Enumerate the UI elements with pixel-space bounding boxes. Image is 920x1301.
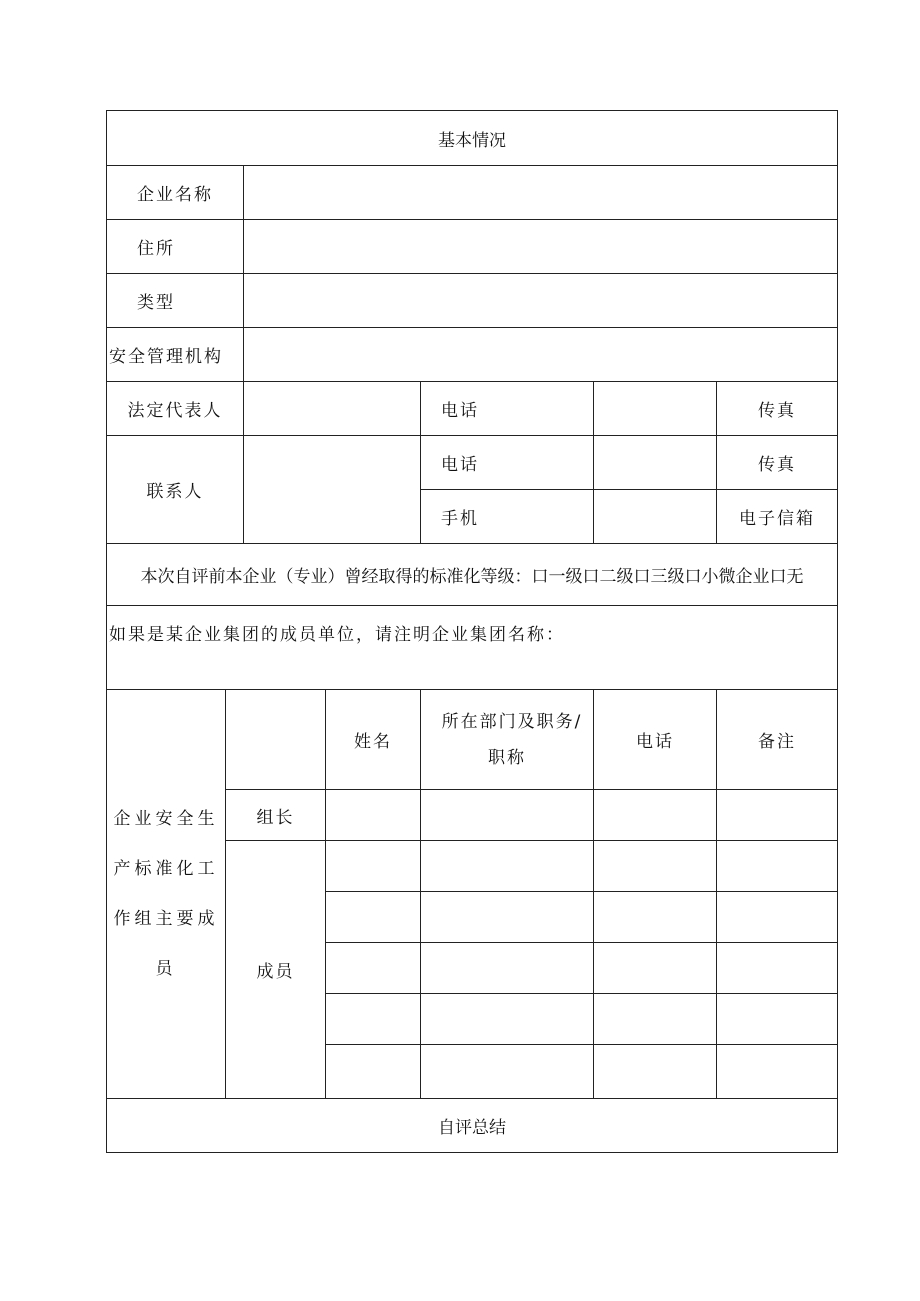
enterprise-group-note[interactable]: 如果是某企业集团的成员单位，请注明企业集团名称：	[107, 606, 838, 690]
legal-rep-phone-field[interactable]	[594, 382, 717, 436]
member-dept-cell[interactable]	[421, 994, 594, 1045]
type-label: 类型	[107, 274, 244, 328]
safety-org-field[interactable]	[244, 328, 838, 382]
team-label	[107, 690, 226, 1099]
team-label-line-3: 作组主要成	[113, 909, 219, 929]
col-dept-header	[421, 690, 594, 790]
team-label-line-2: 产标准化工	[113, 859, 219, 879]
member-dept-cell[interactable]	[421, 1045, 594, 1099]
member-name-cell[interactable]	[326, 892, 421, 943]
type-field[interactable]	[244, 274, 838, 328]
basic-info-form	[106, 110, 838, 1153]
member-phone-cell[interactable]	[594, 841, 717, 892]
address-label: 住所	[107, 220, 244, 274]
contact-email-label: 电子信箱	[717, 490, 838, 544]
legal-rep-field[interactable]	[244, 382, 421, 436]
legal-rep-fax-label: 传真	[717, 382, 838, 436]
member-name-cell[interactable]	[326, 841, 421, 892]
address-field[interactable]	[244, 220, 838, 274]
col-phone-header: 电话	[594, 690, 717, 790]
member-phone-cell[interactable]	[594, 892, 717, 943]
member-remark-cell[interactable]	[717, 994, 838, 1045]
standardization-grade-line: 本次自评前本企业（专业）曾经取得的标准化等级：口一级口二级口三级口小微企业口无	[107, 544, 838, 606]
member-label: 成员	[226, 841, 326, 1099]
leader-dept-cell[interactable]	[421, 790, 594, 841]
member-remark-cell[interactable]	[717, 841, 838, 892]
member-name-cell[interactable]	[326, 943, 421, 994]
member-name-cell[interactable]	[326, 1045, 421, 1099]
contact-label: 联系人	[107, 436, 244, 544]
leader-remark-cell[interactable]	[717, 790, 838, 841]
member-remark-cell[interactable]	[717, 943, 838, 994]
leader-phone-cell[interactable]	[594, 790, 717, 841]
company-name-label: 企业名称	[107, 166, 244, 220]
col-name-header: 姓名	[326, 690, 421, 790]
contact-mobile-label: 手机	[421, 490, 594, 544]
contact-fax-label: 传真	[717, 436, 838, 490]
col-remark-header: 备注	[717, 690, 838, 790]
col-dept-header-line-2: 职称	[488, 747, 526, 768]
member-dept-cell[interactable]	[421, 841, 594, 892]
member-dept-cell[interactable]	[421, 892, 594, 943]
contact-phone-label: 电话	[421, 436, 594, 490]
company-name-field[interactable]	[244, 166, 838, 220]
leader-name-cell[interactable]	[326, 790, 421, 841]
member-phone-cell[interactable]	[594, 1045, 717, 1099]
section-title-basic: 基本情况	[107, 111, 838, 166]
member-phone-cell[interactable]	[594, 943, 717, 994]
legal-rep-label: 法定代表人	[107, 382, 244, 436]
contact-field[interactable]	[244, 436, 421, 544]
member-remark-cell[interactable]	[717, 892, 838, 943]
contact-mobile-field[interactable]	[594, 490, 717, 544]
member-name-cell[interactable]	[326, 994, 421, 1045]
contact-phone-field[interactable]	[594, 436, 717, 490]
section-title-summary: 自评总结	[107, 1099, 838, 1153]
member-phone-cell[interactable]	[594, 994, 717, 1045]
team-label-line-1: 企业安全生	[113, 809, 219, 829]
safety-org-label: 安全管理机构	[107, 328, 244, 382]
leader-label: 组长	[226, 790, 326, 841]
team-label-line-4: 员	[155, 959, 177, 979]
member-remark-cell[interactable]	[717, 1045, 838, 1099]
role-header-empty	[226, 690, 326, 790]
member-dept-cell[interactable]	[421, 943, 594, 994]
legal-rep-phone-label: 电话	[421, 382, 594, 436]
col-dept-header-line-1: 所在部门及职务/	[441, 711, 583, 732]
